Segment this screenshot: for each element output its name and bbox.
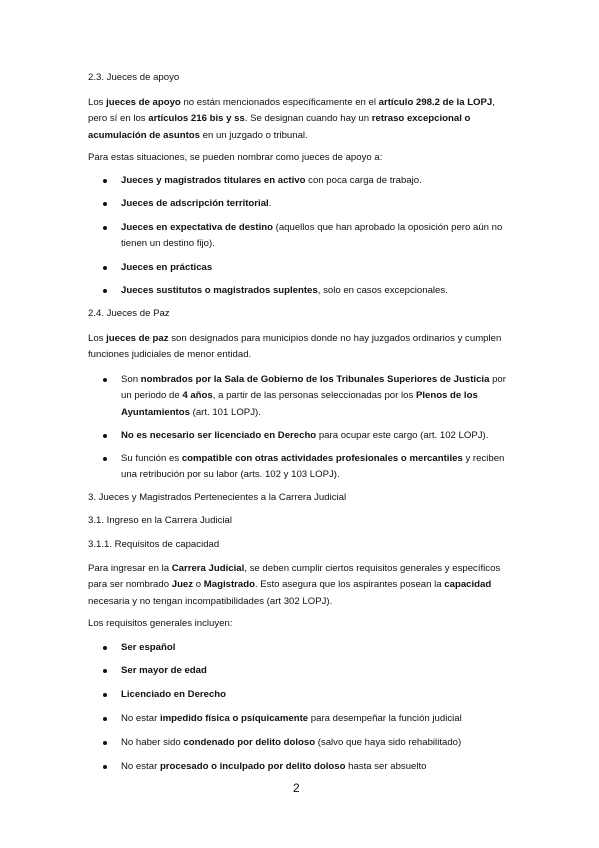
list-item: Ser mayor de edad — [121, 665, 207, 676]
section-heading-3: 3. Jueces y Magistrados Pertenecientes a la Carrera Judicial — [88, 492, 347, 503]
list-item: Jueces sustitutos o magistrados suplentes, solo en casos excepcionales. — [121, 285, 448, 296]
bullet-icon — [102, 433, 108, 439]
list-item: No estar procesado o inculpado por delito doloso hasta ser absuelto — [121, 761, 427, 772]
bullet-icon — [102, 740, 108, 746]
paragraph-requisitos-capacidad: Para ingresar en la Carrera Judicial, se deben cumplir ciertos requisitos generales y específicos para ser nombrado Juez o Magistrado. Esto asegura que los aspirantes posean la capacidad necesaria y no tengan incompatibilidades (art 302 LOPJ). — [88, 563, 501, 607]
list-item: Su función es compatible con otras actividades profesionales o mercantiles y reciben una retribución por su labor (arts. 102 y 103 LOPJ). — [121, 453, 505, 481]
bullet-icon — [102, 668, 108, 674]
section-heading-3-1: 3.1. Ingreso en la Carrera Judicial — [88, 515, 232, 526]
bullet-icon — [102, 201, 108, 207]
paragraph-situaciones: Para estas situaciones, se pueden nombrar como jueces de apoyo a: — [88, 152, 383, 163]
bullet-icon — [102, 692, 108, 698]
page-number: 2 — [293, 781, 300, 795]
list-item: Jueces en prácticas — [121, 262, 213, 273]
list-item: Jueces y magistrados titulares en activo con poca carga de trabajo. — [121, 175, 422, 186]
bullet-icon — [102, 288, 108, 294]
paragraph-jueces-paz-intro: Los jueces de paz son designados para municipios donde no hay juzgados ordinarios y cumplen funciones judiciales de menor entidad. — [88, 333, 502, 361]
list-item: Jueces en expectativa de destino (aquellos que han aprobado la oposición pero aún no tienen un destino fijo). — [121, 222, 503, 250]
section-heading-3-1-1: 3.1.1. Requisitos de capacidad — [88, 539, 220, 550]
section-heading-2-4: 2.4. Jueces de Paz — [88, 308, 170, 319]
list-item: No haber sido condenado por delito doloso (salvo que haya sido rehabilitado) — [121, 737, 462, 748]
bullet-icon — [102, 716, 108, 722]
bullet-icon — [102, 377, 108, 383]
list-item: No estar impedido física o psíquicamente para desempeñar la función judicial — [121, 713, 462, 724]
bullet-icon — [102, 178, 108, 184]
list-item: Ser español — [121, 642, 176, 653]
bullet-icon — [102, 225, 108, 231]
bullet-icon — [102, 456, 108, 462]
section-heading-2-3: 2.3. Jueces de apoyo — [88, 72, 180, 83]
list-item: Licenciado en Derecho — [121, 689, 227, 700]
list-item: Son nombrados por la Sala de Gobierno de los Tribunales Superiores de Justicia por un periodo de 4 años, a partir de las personas seleccionadas por los Plenos de los Ayuntamientos (art. 101 LOPJ). — [121, 374, 506, 418]
bullet-icon — [102, 645, 108, 651]
bullet-icon — [102, 265, 108, 271]
paragraph-requisitos-generales: Los requisitos generales incluyen: — [88, 618, 233, 629]
paragraph-jueces-apoyo-intro: Los jueces de apoyo no están mencionados específicamente en el artículo 298.2 de la LOPJ, pero sí en los artículos 216 bis y ss. Se designan cuando hay un retraso excepcional o acumulación de asuntos en un juzgado o tribunal. — [88, 97, 495, 141]
list-item: Jueces de adscripción territorial. — [121, 198, 272, 209]
list-item: No es necesario ser licenciado en Derecho para ocupar este cargo (art. 102 LOPJ). — [121, 430, 489, 441]
bullet-icon — [102, 764, 108, 770]
